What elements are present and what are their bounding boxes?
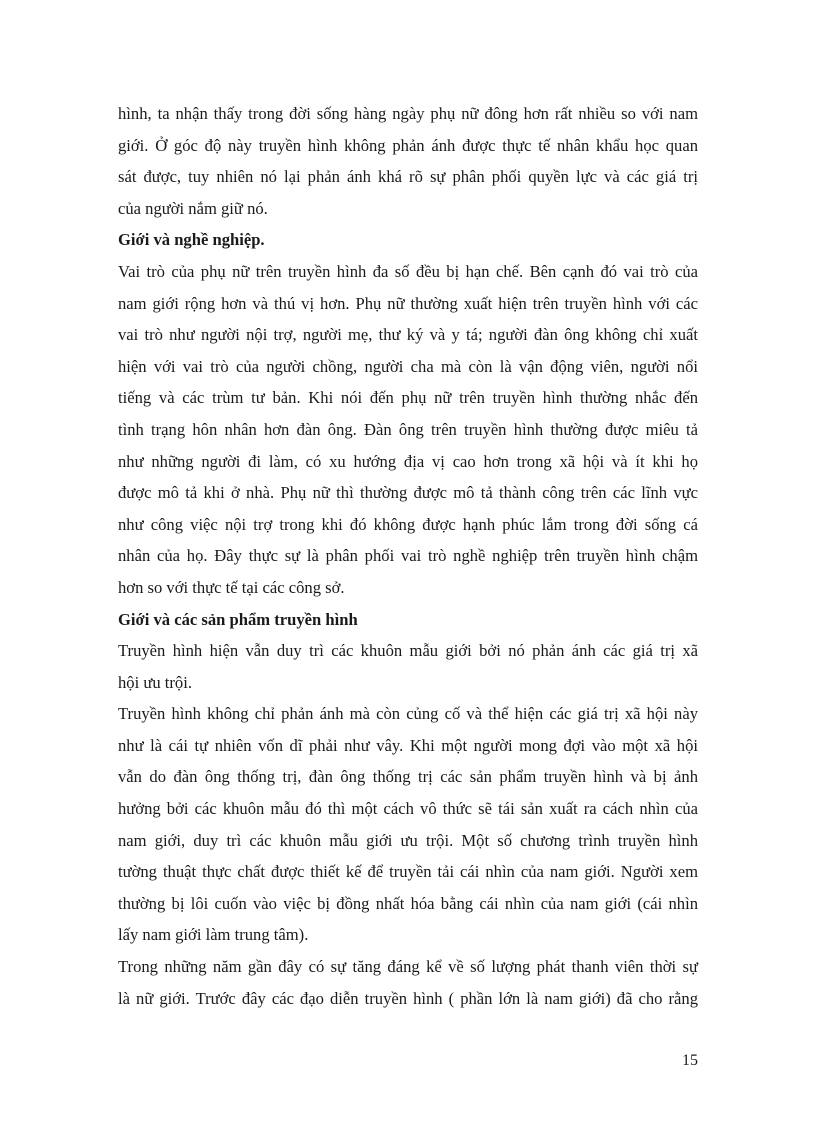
text-line: nam giới, duy trì các khuôn mẫu giới ưu trội. Một số chương trình truyền hình — [118, 830, 698, 850]
text-line: nhân của họ. Đây thực sự là phân phối vai trò nghề nghiệp trên truyền hình chậm — [118, 546, 698, 566]
text-line: hiện với vai trò của người chồng, người cha mà còn là vận động viên, người nổi — [118, 356, 698, 376]
text-line: Truyền hình hiện vẫn duy trì các khuôn mẫu giới bởi nó phản ánh các giá trị xã — [118, 641, 698, 661]
text-line: hội ưu trội. — [118, 672, 192, 692]
text-line: vai trò như người nội trợ, người mẹ, thư ký và y tá; người đàn ông không chỉ xuất — [118, 325, 698, 345]
text-line: lấy nam giới làm trung tâm). — [118, 925, 309, 945]
text-line: như là cái tự nhiên vốn dĩ phải như vây. Khi một người mong đợi vào một xã hội — [118, 735, 698, 755]
document-page — [118, 98, 698, 1014]
text-line: Trong những năm gần đây có sự tăng đáng kể về số lượng phát thanh viên thời sự — [118, 957, 698, 977]
text-line: như công việc nội trợ trong khi đó không được hạnh phúc lắm trong đời sống cá — [118, 514, 698, 534]
text-line: hưởng bởi các khuôn mẫu đó thì một cách vô thức sẽ tái sản xuất ra cách nhìn của — [118, 799, 698, 819]
text-line: là nữ giới. Trước đây các đạo diễn truyền hình ( phần lớn là nam giới) đã cho rằng — [118, 988, 698, 1008]
text-line: được mô tả khi ở nhà. Phụ nữ thì thường được mô tả thành công trên các lĩnh vực — [118, 483, 698, 503]
text-line: Vai trò của phụ nữ trên truyền hình đa số đều bị hạn chế. Bên cạnh đó vai trò của — [118, 261, 698, 281]
text-line: như những người đi làm, có xu hướng địa vị cao hơn trong xã hội và ít khi họ — [118, 451, 698, 471]
text-line: hình, ta nhận thấy trong đời sống hàng ngày phụ nữ đông hơn rất nhiều so với nam — [118, 104, 698, 123]
text-line: thường bị lôi cuốn vào việc bị đồng nhất hóa bằng cái nhìn của nam giới (cái nhìn — [118, 893, 698, 913]
page-number: 15 — [682, 1052, 698, 1069]
text-line: tiếng và các trùm tư bản. Khi nói đến phụ nữ trên truyền hình thường nhắc đến — [118, 388, 698, 408]
section-heading: Giới và nghề nghiệp. — [118, 230, 265, 250]
text-line: tường thuật thực chất được thiết kế để truyền tải cái nhìn của nam giới. Người xem — [118, 862, 698, 882]
text-line: Truyền hình không chỉ phản ánh mà còn củng cố và thể hiện các giá trị xã hội này — [118, 704, 698, 724]
text-line: tình trạng hôn nhân hơn đàn ông. Đàn ông trên truyền hình thường được miêu tả — [118, 419, 698, 439]
section-heading: Giới và các sản phẩm truyền hình — [118, 609, 358, 629]
text-line: nam giới rộng hơn và thú vị hơn. Phụ nữ thường xuất hiện trên truyền hình với các — [118, 293, 698, 313]
text-line: vẫn do đàn ông thống trị, đàn ông thống trị các sản phẩm truyền hình và bị ảnh — [118, 767, 698, 787]
text-line: của người nắm giữ nó. — [118, 198, 268, 218]
text-line: giới. Ở góc độ này truyền hình không phản ánh được thực tế nhân khẩu học quan — [118, 135, 698, 155]
text-line: sát được, tuy nhiên nó lại phản ánh khá rõ sự phân phối quyền lực và các giá trị — [118, 167, 698, 187]
text-line: hơn so với thực tế tại các công sở. — [118, 577, 345, 597]
